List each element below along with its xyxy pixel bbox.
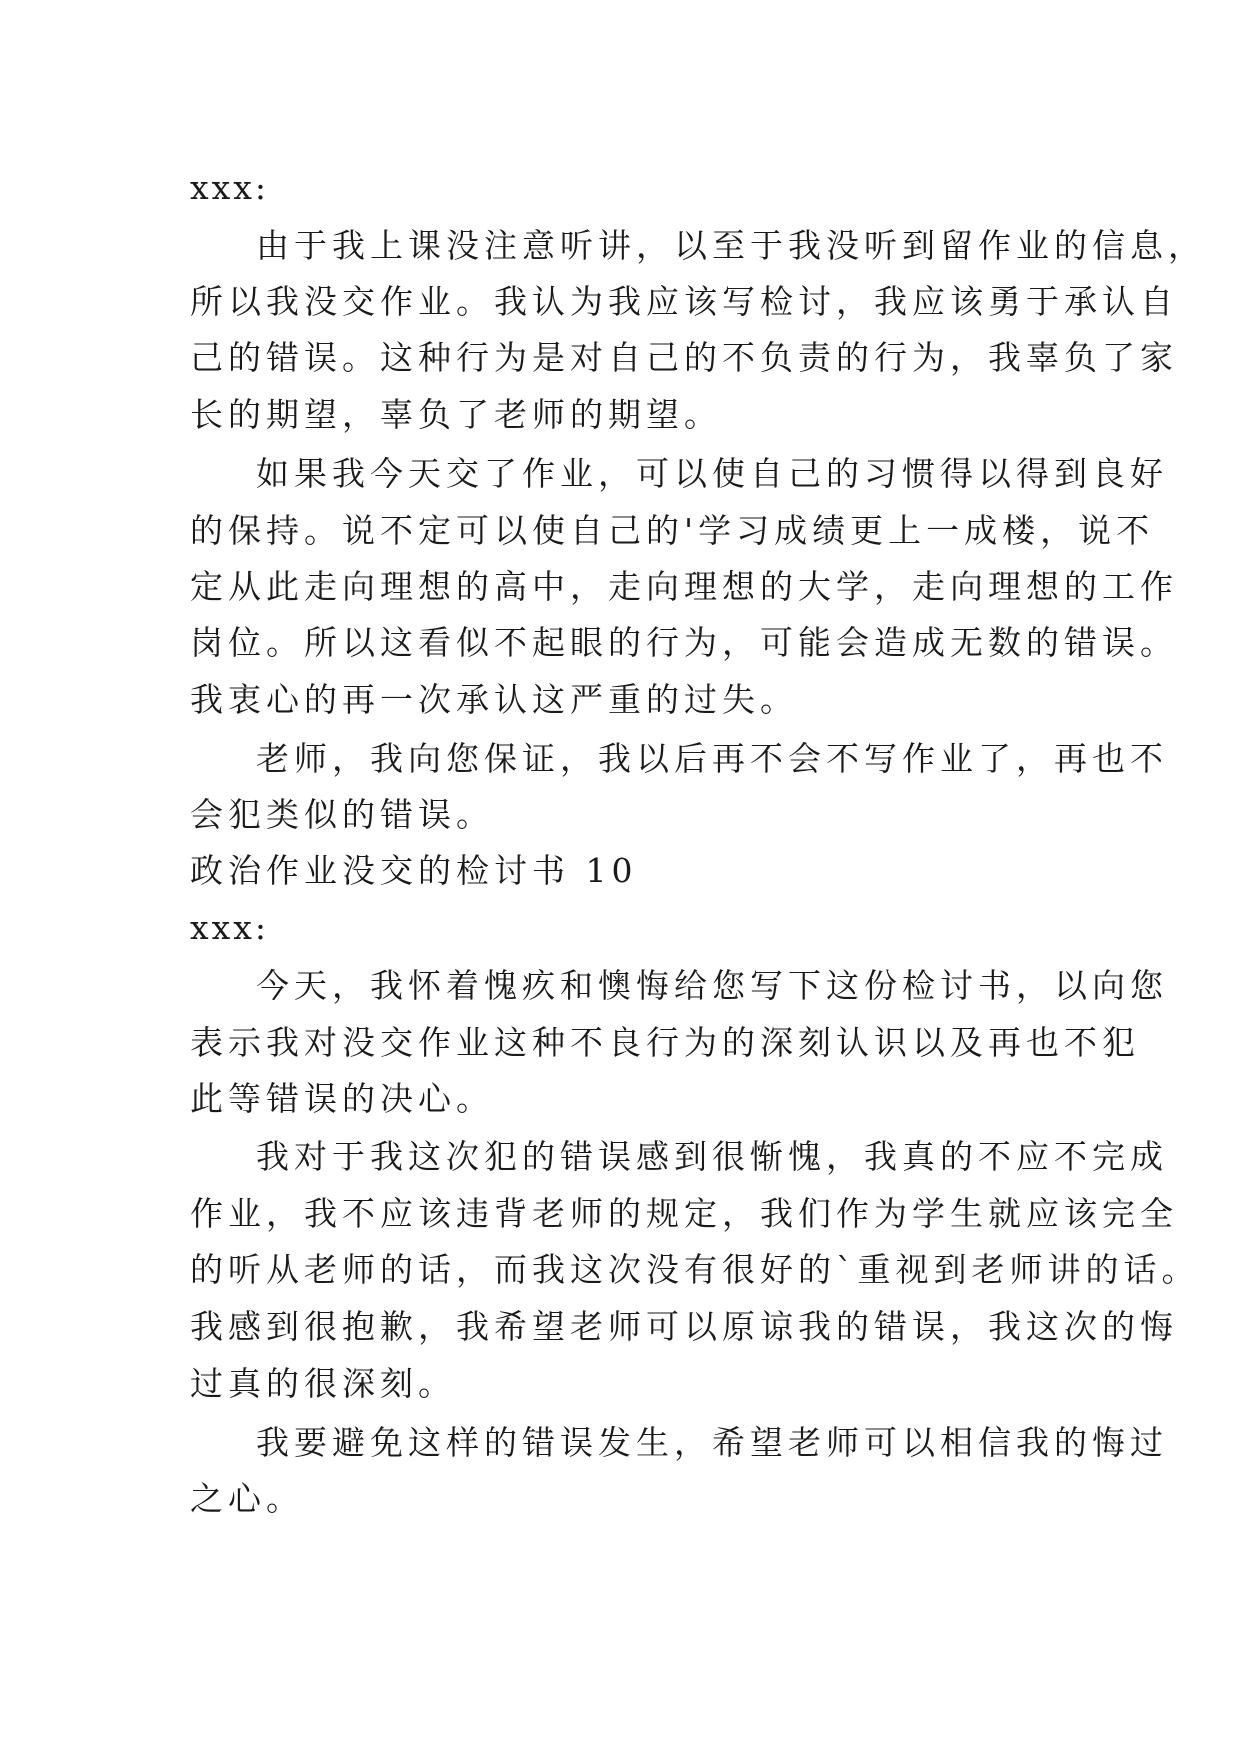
paragraph-line: 岗位。所以这看似不起眼的行为，可能会造成无数的错误。	[190, 623, 1178, 662]
paragraph-line: 我衷心的再一次承认这严重的过失。	[190, 680, 798, 719]
paragraph-line: 我要避免这样的错误发生，希望老师可以相信我的悔过	[256, 1423, 1168, 1462]
paragraph-line: 我对于我这次犯的错误感到很惭愧，我真的不应不完成	[256, 1137, 1168, 1176]
salutation: xxx:	[190, 908, 269, 947]
paragraph-line: 今天，我怀着愧疚和懊悔给您写下这份检讨书，以向您	[256, 966, 1168, 1005]
paragraph-line: 所以我没交作业。我认为我应该写检讨，我应该勇于承认自	[190, 282, 1178, 321]
paragraph-line: 此等错误的决心。	[190, 1079, 494, 1118]
paragraph-line: 老师，我向您保证，我以后再不会不写作业了，再也不	[256, 739, 1168, 778]
paragraph-line: 作业，我不应该违背老师的规定，我们作为学生就应该完全	[190, 1194, 1178, 1233]
paragraph-line: 己的错误。这种行为是对自己的不负责的行为，我辜负了家	[190, 338, 1178, 377]
paragraph-line: 表示我对没交作业这种不良行为的深刻认识以及再也不犯	[190, 1023, 1140, 1062]
paragraph-line: 会犯类似的错误。	[190, 795, 494, 834]
paragraph-line: 的保持。说不定可以使自己的'学习成绩更上一成楼，说不	[190, 511, 1155, 550]
section-title: 政治作业没交的检讨书 10	[190, 851, 638, 890]
paragraph-line: 过真的很深刻。	[190, 1364, 456, 1403]
paragraph-line: 我感到很抱歉，我希望老师可以原谅我的错误，我这次的悔	[190, 1307, 1178, 1346]
paragraph-line: 之心。	[190, 1479, 304, 1518]
salutation: xxx:	[190, 168, 269, 207]
paragraph-line: 由于我上课没注意听讲，以至于我没听到留作业的信息，	[256, 226, 1206, 265]
paragraph-line: 定从此走向理想的高中，走向理想的大学，走向理想的工作	[190, 567, 1178, 606]
paragraph-line: 如果我今天交了作业，可以使自己的习惯得以得到良好	[256, 454, 1168, 493]
paragraph-line: 的听从老师的话，而我这次没有很好的`重视到老师讲的话。	[190, 1250, 1200, 1289]
paragraph-line: 长的期望，辜负了老师的期望。	[190, 395, 722, 434]
